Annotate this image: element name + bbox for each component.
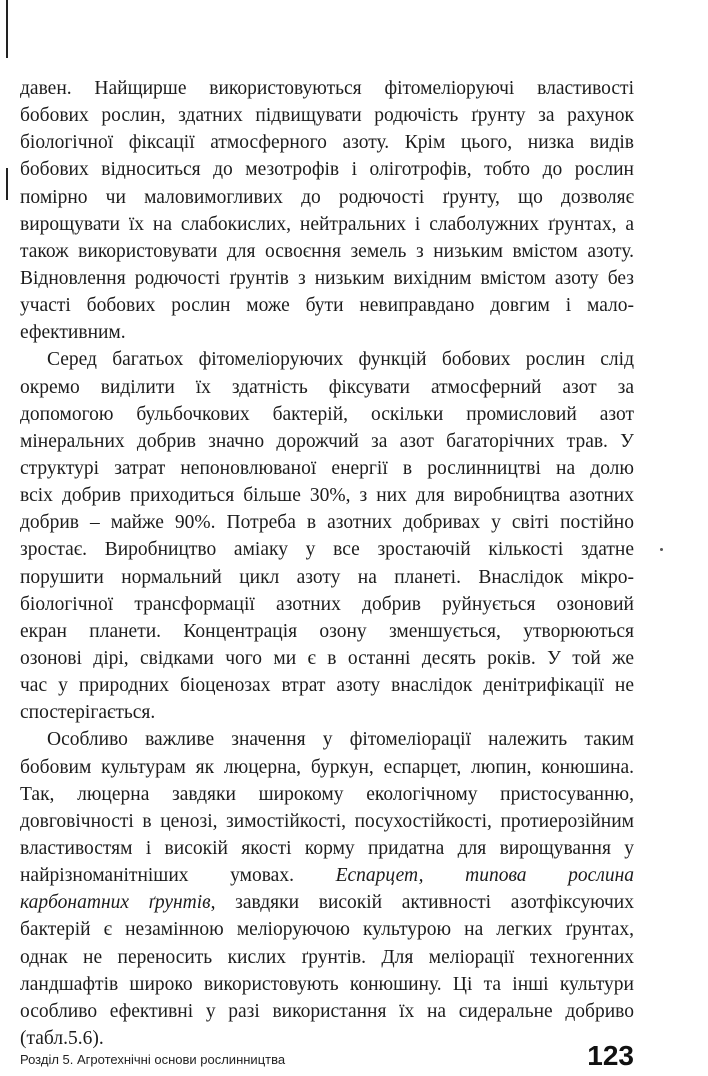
text-line: зростає. Виробництво аміаку у все зростаючій кількості здатне (20, 539, 634, 561)
text-line (20, 862, 634, 889)
text-line: однак не переносить кислих ґрунтів. Для меліорації техногенних (20, 946, 634, 968)
text-line: Серед багатьох фітомеліоруючих функцій бобових рослин слід (47, 349, 634, 371)
text-line: біологічної фіксації атмосферного азоту. Крім цього, низка видів (20, 132, 634, 154)
left-edge-mark (6, 168, 8, 200)
text-run: , завдяки високій активності азотфіксуючих (210, 892, 634, 914)
text-line: також використовувати для освоєння земель з низьким вмістом азоту. (20, 240, 634, 262)
text-line: давен. Найщирше використовуються фітомеліоруючі властивості (20, 78, 634, 99)
text-line: Відновлення родючості ґрунтів з низьким вихідним вмістом азоту без (20, 267, 634, 289)
running-footer: Розділ 5. Агротехнічні основи рослинництва (20, 1052, 286, 1067)
page-number: 123 (587, 1040, 634, 1071)
text-line (20, 889, 634, 916)
text-line: вирощувати їх на слабокислих, нейтральних і слаболужних ґрунтах, а (20, 213, 634, 235)
italic-run: Еспарцет, типова рослина (335, 865, 634, 887)
text-line: порушити нормальний цикл азоту на планеті. Внаслідок мікро- (20, 566, 634, 588)
text-line: особливо ефективні у разі використання їх на сидеральне добриво (20, 1000, 634, 1022)
text-line: бобовим культурам як люцерна, буркун, еспарцет, люпин, конюшина. (20, 756, 634, 778)
text-line: властивостям і високій якості корму придатна для вирощування у (20, 837, 634, 859)
text-line: добрив – майже 90%. Потреба в азотних добривах у світі постійно (20, 512, 634, 534)
text-line: (табл.5.6). (20, 1027, 104, 1049)
text-line: ландшафтів широко використовують конюшину. Ці та інші культури (20, 973, 634, 995)
text-line: озонові дірі, свідками чого ми є в останні десять років. У той же (20, 647, 634, 669)
text-line: біологічної трансформації азотних добрив руйнується озоновий (20, 593, 634, 615)
text-line: структурі затрат непоновлюваної енергії в рослинництві на долю (20, 457, 634, 479)
text-line: довговічності в ценозі, зимостійкості, посухостійкості, протиерозійним (20, 810, 634, 832)
italic-run: карбонатних ґрунтів (20, 892, 211, 914)
text-line: Так, люцерна завдяки широкому екологічному пристосуванню, (20, 783, 634, 805)
text-line: час у природних біоценозах втрат азоту внаслідок денітрифікації не (20, 675, 634, 697)
text-run: найрізноманітніших умовах. (20, 865, 294, 887)
left-edge-mark (6, 0, 8, 58)
text-line: всіх добрив приходиться більше 30%, з них для виробництва азотних (20, 485, 634, 507)
text-line: помірно чи маловимогливих до родючості ґрунту, що дозволяє (20, 186, 634, 208)
text-line: ефективним. (20, 322, 126, 344)
text-line: бобових відноситься до мезотрофів і оліготрофів, тобто до рослин (20, 159, 634, 181)
scan-speck (660, 548, 663, 551)
text-line: допомогою бульбочкових бактерій, оскільки промисловий азот (20, 403, 634, 425)
text-line: окремо виділити їх здатність фіксувати атмосферний азот за (20, 376, 634, 398)
body-text (20, 75, 634, 1052)
text-line: мінеральних добрив значно дорожчий за азот багаторічних трав. У (20, 430, 634, 452)
text-line: екран планети. Концентрація озону зменшується, утворюються (20, 620, 634, 642)
text-line: спостерігається. (20, 702, 156, 724)
text-line: бактерій є незамінною меліоруючою культурою на легких ґрунтах, (20, 919, 634, 941)
text-line: участі бобових рослин може бути невиправдано довгим і мало- (20, 295, 634, 317)
text-line: бобових рослин, здатних підвищувати родючість ґрунту за рахунок (20, 105, 634, 127)
text-line: Особливо важливе значення у фітомеліорації належить таким (47, 729, 634, 751)
